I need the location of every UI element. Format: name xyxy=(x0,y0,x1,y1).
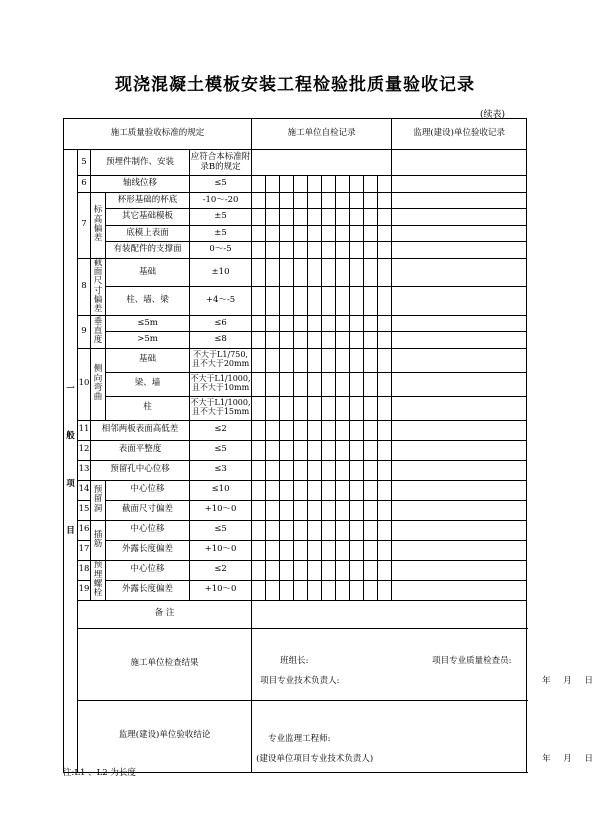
row-no: 6 xyxy=(78,176,91,193)
std-value: 不大于L1/750,且不大于20mm xyxy=(190,348,252,372)
std-value: +4〜-5 xyxy=(190,287,252,316)
supervision-cell[interactable] xyxy=(392,480,527,500)
supervision-cell[interactable] xyxy=(392,209,527,226)
supervision-cell[interactable] xyxy=(392,520,527,540)
supervision-cell[interactable] xyxy=(392,225,527,242)
std-value: ≤5 xyxy=(190,440,252,460)
supervision-cell[interactable] xyxy=(392,580,527,600)
continued-label: (续表) xyxy=(480,110,506,120)
page-title: 现浇混凝土模板安装工程检验批质量验收记录 xyxy=(115,75,475,95)
std-value: ≤2 xyxy=(190,560,252,580)
header-supervision: 监理(建设)单位验收记录 xyxy=(392,119,527,150)
supervision-cell[interactable] xyxy=(392,420,527,440)
item-label: 中心位移 xyxy=(106,560,190,580)
supervision-cell[interactable] xyxy=(392,500,527,520)
item-label: >5m xyxy=(106,332,190,349)
item-label: 中心位移 xyxy=(106,520,190,540)
footnote: 注:L1 、L2 为长度 xyxy=(63,768,136,778)
item-label: 轴线位移 xyxy=(91,176,190,193)
section-label xyxy=(64,150,78,773)
group-label: 标高偏差 xyxy=(91,192,106,258)
supervision-cell[interactable] xyxy=(392,332,527,349)
std-value: 0〜-5 xyxy=(190,242,252,259)
supervision-date: 年 月 日 xyxy=(542,753,593,764)
item-label: 底模上表面 xyxy=(106,225,190,242)
supervision-cell[interactable] xyxy=(392,315,527,332)
group-label: 预留洞 xyxy=(91,480,106,520)
supervision-cell[interactable] xyxy=(392,560,527,580)
std-value: +10〜0 xyxy=(190,500,252,520)
std-value: ≤6 xyxy=(190,315,252,332)
group-label: 侧向弯曲 xyxy=(91,348,106,420)
quality-inspector-label: 项目专业质量检查员: xyxy=(432,655,512,666)
supervision-cell[interactable] xyxy=(392,150,527,176)
item-label: 基础 xyxy=(106,348,190,372)
item-label: 基础 xyxy=(106,258,190,287)
item-label: 柱、墙、梁 xyxy=(106,287,190,316)
inspection-table xyxy=(63,118,593,773)
row-no: 11 xyxy=(78,420,91,440)
item-label: 截面尺寸偏差 xyxy=(106,500,190,520)
owner-lead-label: (建设单位项目专业技术负责人) xyxy=(256,753,374,764)
std-value: +10〜0 xyxy=(190,580,252,600)
row-no: 5 xyxy=(78,150,91,176)
section-char: 目 xyxy=(66,526,75,537)
supervision-cell[interactable] xyxy=(392,176,527,193)
row-no: 8 xyxy=(78,258,91,315)
item-label: 外露长度偏差 xyxy=(106,540,190,560)
supervision-cell[interactable] xyxy=(392,372,527,396)
supervision-engineer-label: 专业监理工程师: xyxy=(268,733,331,744)
std-value: ≤10 xyxy=(190,480,252,500)
section-char: 一 xyxy=(66,384,75,395)
supervision-cell[interactable] xyxy=(392,440,527,460)
row-no: 15 xyxy=(78,500,91,520)
item-label: 预埋件制作、安装 xyxy=(91,150,190,176)
item-label: 外露长度偏差 xyxy=(106,580,190,600)
std-value: ≤8 xyxy=(190,332,252,349)
std-value: ≤3 xyxy=(190,460,252,480)
row-no: 14 xyxy=(78,480,91,500)
std-value: ±5 xyxy=(190,209,252,226)
group-label: 插筋 xyxy=(91,520,106,560)
item-label: 预留孔中心位移 xyxy=(91,460,190,480)
row-no: 12 xyxy=(78,440,91,460)
item-label: 中心位移 xyxy=(106,480,190,500)
construction-label: 施工单位检查结果 xyxy=(78,628,252,700)
section-char: 项 xyxy=(66,478,75,489)
supervision-cell[interactable] xyxy=(392,540,527,560)
row-no: 13 xyxy=(78,460,91,480)
row-no: 16 xyxy=(78,520,91,540)
group-label: 预埋螺栓 xyxy=(91,560,106,600)
item-label: 梁、墙 xyxy=(106,372,190,396)
supervision-cell[interactable] xyxy=(392,396,527,420)
item-label: 有装配件的支撑面 xyxy=(106,242,190,259)
item-label: ≤5m xyxy=(106,315,190,332)
supervision-cell[interactable] xyxy=(392,192,527,209)
supervision-cell[interactable] xyxy=(392,287,527,316)
construction-result[interactable] xyxy=(252,628,593,700)
check-cell[interactable] xyxy=(252,150,392,176)
construction-date: 年 月 日 xyxy=(542,675,593,686)
header-self-check: 施工单位自检记录 xyxy=(252,119,392,150)
supervision-cell[interactable] xyxy=(392,258,527,287)
std-value: ±10 xyxy=(190,258,252,287)
row-no: 10 xyxy=(78,348,91,420)
group-label: 垂直度 xyxy=(91,315,106,348)
remarks-field[interactable] xyxy=(252,600,527,628)
std-value: ≤5 xyxy=(190,520,252,540)
tech-lead-label: 项目专业技术负责人: xyxy=(260,675,340,686)
supervision-result[interactable] xyxy=(252,700,593,772)
item-label: 杯形基础的杯底 xyxy=(106,192,190,209)
std-value: 不大于L1/1000,且不大于15mm xyxy=(190,396,252,420)
std-value: -10〜-20 xyxy=(190,192,252,209)
std-value: ≤2 xyxy=(190,420,252,440)
item-label: 柱 xyxy=(106,396,190,420)
std-value: ≤5 xyxy=(190,176,252,193)
header-standard: 施工质量验收标准的规定 xyxy=(64,119,252,150)
supervision-label: 监理(建设)单位验收结论 xyxy=(78,700,252,772)
supervision-cell[interactable] xyxy=(392,348,527,372)
std-value: ±5 xyxy=(190,225,252,242)
std-value: 应符合本标准附录B的规定 xyxy=(190,150,252,176)
row-no: 17 xyxy=(78,540,91,560)
row-no: 7 xyxy=(78,192,91,258)
section-char: 般 xyxy=(66,431,75,442)
supervision-cell[interactable] xyxy=(392,460,527,480)
std-value: 不大于L1/1000,且不大于10mm xyxy=(190,372,252,396)
item-label: 表面平整度 xyxy=(91,440,190,460)
std-value: +10〜0 xyxy=(190,540,252,560)
row-no: 18 xyxy=(78,560,91,580)
remarks-label: 备 注 xyxy=(78,600,252,628)
row-no: 19 xyxy=(78,580,91,600)
group-label: 截面尺寸偏差 xyxy=(91,258,106,315)
item-label: 其它基础模板 xyxy=(106,209,190,226)
row-no: 9 xyxy=(78,315,91,348)
supervision-cell[interactable] xyxy=(392,242,527,259)
item-label: 相邻两板表面高低差 xyxy=(91,420,190,440)
team-leader-label: 班组长: xyxy=(280,655,309,666)
